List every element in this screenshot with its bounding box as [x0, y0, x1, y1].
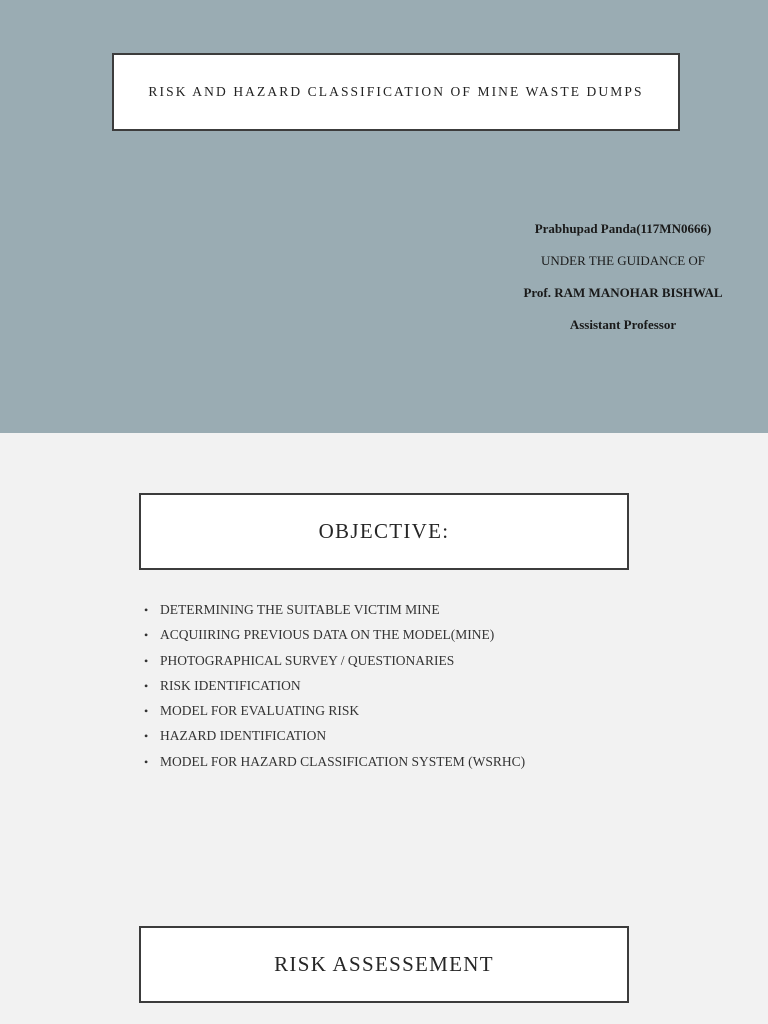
guide-name: Prof. RAM MANOHAR BISHWAL	[523, 285, 723, 300]
list-item: • HAZARD IDENTIFICATION	[144, 725, 525, 750]
list-item: • PHOTOGRAPHICAL SURVEY / QUESTIONARIES	[144, 650, 525, 675]
objective-heading: OBJECTIVE:	[318, 519, 450, 543]
bullet-icon: •	[144, 628, 149, 643]
bullet-icon: •	[144, 729, 149, 744]
list-item: • RISK IDENTIFICATION	[144, 675, 525, 700]
list-item: • MODEL FOR EVALUATING RISK	[144, 700, 525, 725]
objective-list	[144, 599, 525, 776]
list-item: • DETERMINING THE SUITABLE VICTIM MINE	[144, 599, 525, 624]
list-item: • ACQUIIRING PREVIOUS DATA ON THE MODEL(MINE)	[144, 624, 525, 649]
title-box	[112, 53, 680, 131]
guidance-label: UNDER THE GUIDANCE OF	[540, 253, 706, 268]
objective-heading-box	[139, 493, 629, 570]
guide-title: Assistant Professor	[569, 317, 677, 332]
bullet-icon: •	[144, 754, 149, 769]
list-item: • MODEL FOR HAZARD CLASSIFICATION SYSTEM (WSRHC)	[144, 751, 525, 776]
bullet-icon: •	[144, 678, 149, 693]
risk-assessment-heading-box	[139, 926, 629, 1003]
bullet-icon: •	[144, 653, 149, 668]
bullet-icon: •	[144, 603, 149, 617]
author-name: Prabhupad Panda(117MN0666)	[534, 221, 712, 236]
author-block	[478, 216, 768, 344]
title-slide	[0, 0, 768, 433]
presentation-title: RISK AND HAZARD CLASSIFICATION OF MINE WASTE DUMPS	[148, 84, 644, 99]
risk-assessment-heading: RISK ASSESSEMENT	[274, 952, 494, 976]
bullet-icon: •	[144, 704, 149, 719]
